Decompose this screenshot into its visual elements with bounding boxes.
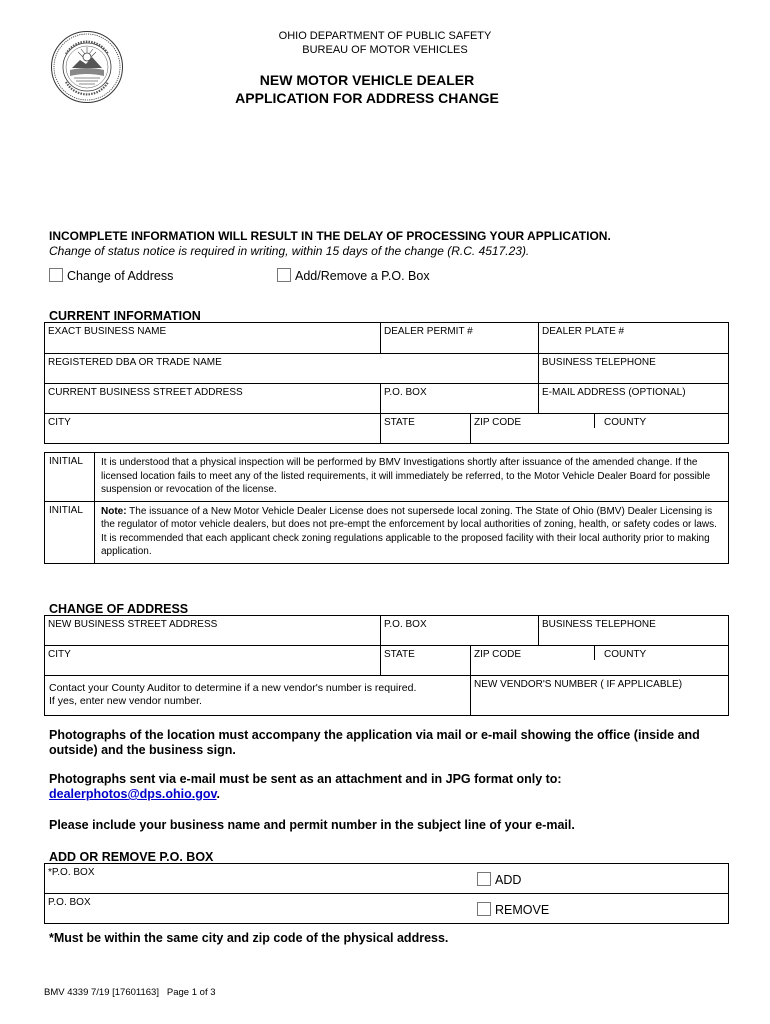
add-remove-po-option[interactable] [277, 268, 430, 283]
incomplete-warning: INCOMPLETE INFORMATION WILL RESULT IN THE DELAY OF PROCESSING YOUR APPLICATION. [49, 229, 611, 243]
current-zip-field[interactable]: ZIP CODE [471, 414, 595, 428]
subject-line-instruction: Please include your business name and permit number in the subject line of your e-mail. [49, 818, 575, 832]
current-county-field[interactable]: COUNTY [604, 417, 647, 428]
new-city-field[interactable]: CITY [45, 646, 381, 676]
dealer-photos-email-link[interactable]: dealerphotos@dps.ohio.gov [49, 787, 217, 801]
business-name-field[interactable]: EXACT BUSINESS NAME [45, 323, 381, 354]
photo-requirement-text: Photographs of the location must accompany the application via mail or e-mail showing the office (inside and outside) and the business sign. [49, 728, 700, 757]
status-change-note: Change of status notice is required in writing, within 15 days of the change (R.C. 4517.23). [49, 244, 530, 258]
current-information-heading: CURRENT INFORMATION [49, 309, 201, 323]
new-zip-field[interactable]: ZIP CODE [471, 646, 595, 660]
new-street-field[interactable]: NEW BUSINESS STREET ADDRESS [45, 616, 381, 646]
new-vendor-number-field[interactable]: NEW VENDOR'S NUMBER ( IF APPLICABLE) [471, 676, 729, 716]
new-po-box-field[interactable]: P.O. BOX [381, 616, 539, 646]
change-of-address-label: Change of Address [67, 269, 174, 283]
remove-po-option[interactable]: REMOVE [477, 902, 549, 917]
email-field[interactable]: E-MAIL ADDRESS (OPTIONAL) [539, 384, 729, 414]
initial-statements-table [44, 452, 729, 564]
page-number: Page 1 of 3 [166, 987, 216, 998]
new-telephone-field[interactable]: BUSINESS TELEPHONE [539, 616, 729, 646]
add-remove-po-label: Add/Remove a P.O. Box [295, 269, 430, 283]
current-information-table [44, 322, 729, 444]
new-county-field[interactable]: COUNTY [604, 649, 647, 660]
current-street-field[interactable]: CURRENT BUSINESS STREET ADDRESS [45, 384, 381, 414]
remove-po-box-field[interactable]: P.O. BOX REMOVE [45, 894, 729, 924]
change-of-address-checkbox[interactable] [49, 268, 63, 282]
dba-field[interactable]: REGISTERED DBA OR TRADE NAME [45, 354, 539, 384]
current-city-field[interactable]: CITY [45, 414, 381, 444]
add-po-checkbox[interactable] [477, 872, 491, 886]
initial-field-inspection[interactable]: INITIAL [45, 453, 95, 502]
form-title-line1: NEW MOTOR VEHICLE DEALER [259, 72, 475, 88]
remove-po-checkbox[interactable] [477, 902, 491, 916]
auditor-instruction: Contact your County Auditor to determine if a new vendor's number is required. If yes, enter new vendor number. [45, 676, 471, 716]
dealer-plate-field[interactable]: DEALER PLATE # [539, 323, 729, 354]
department-name: OHIO DEPARTMENT OF PUBLIC SAFETY [278, 30, 492, 42]
current-telephone-field[interactable]: BUSINESS TELEPHONE [539, 354, 729, 384]
po-box-table [44, 863, 729, 924]
form-id: BMV 4339 7/19 [17601163] [44, 987, 159, 998]
change-of-address-heading: CHANGE OF ADDRESS [49, 602, 189, 616]
zoning-statement: Note: The issuance of a New Motor Vehicle Dealer License does not supersede local zoning. The State of Ohio (BMV) Dealer Licensing is the regulator of motor vehicle dealers, but does not pre-empt the enforcement by local authorities of zoning, health, or safety codes or laws. It is recommended that each applicant check zoning regulations applicable to the proposed facility with their local authority prior to making application. [95, 501, 729, 563]
po-box-heading: ADD OR REMOVE P.O. BOX [49, 850, 214, 864]
change-of-address-table [44, 615, 729, 716]
change-of-address-option[interactable] [49, 268, 173, 283]
dealer-permit-field[interactable]: DEALER PERMIT # [381, 323, 539, 354]
current-po-box-field[interactable]: P.O. BOX [381, 384, 539, 414]
form-footer [44, 987, 216, 998]
bureau-name: BUREAU OF MOTOR VEHICLES [302, 44, 468, 56]
current-state-field[interactable]: STATE [381, 414, 471, 444]
form-title-line2: APPLICATION FOR ADDRESS CHANGE [235, 90, 499, 106]
inspection-statement: It is understood that a physical inspection will be performed by BMV Investigations shortly after issuance of the amended change. If the licensed location fails to meet any of the listed requirements, it will immediately be referred, to the Motor Vehicle Dealer Board for possible suspension or revocation of the license. [95, 453, 729, 502]
photo-email-instruction: Photographs sent via e-mail must be sent as an attachment and in JPG format only to: dealerphotos@dps.ohio.gov. [49, 772, 562, 801]
new-state-field[interactable]: STATE [381, 646, 471, 676]
add-po-box-field[interactable]: *P.O. BOX ADD [45, 864, 729, 894]
add-po-option[interactable]: ADD [477, 872, 521, 887]
initial-field-zoning[interactable]: INITIAL [45, 501, 95, 563]
add-remove-po-checkbox[interactable] [277, 268, 291, 282]
po-box-footnote: *Must be within the same city and zip code of the physical address. [49, 931, 449, 945]
